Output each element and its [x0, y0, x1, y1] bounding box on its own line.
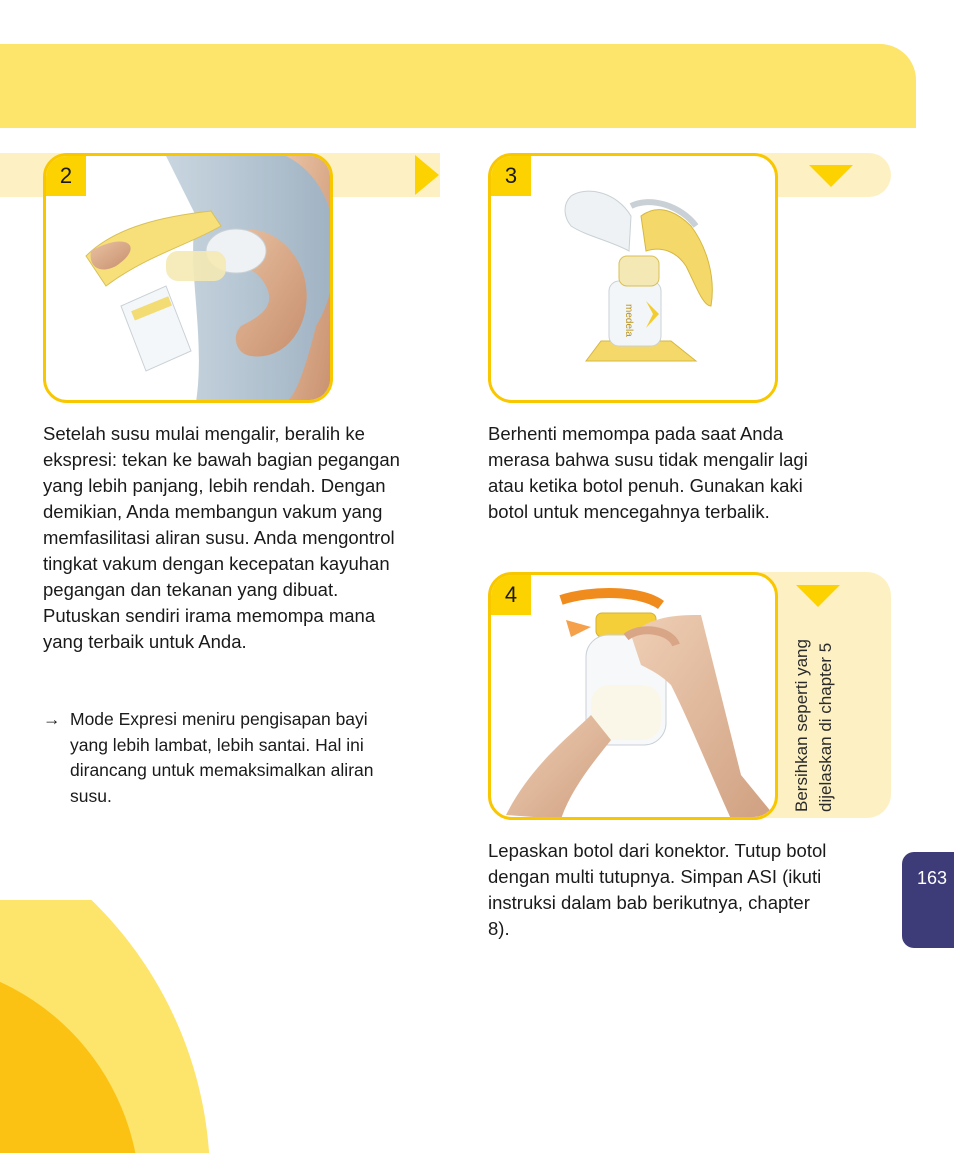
page-number: 163	[916, 868, 948, 888]
arrow-bullet-icon: →	[43, 709, 61, 729]
decorative-circles	[0, 900, 220, 1153]
step-number-badge: 2	[46, 156, 86, 196]
rotate-arrow-icon	[561, 593, 661, 605]
arrow-down-icon	[809, 165, 853, 187]
page-number-tab	[902, 852, 954, 948]
step-4-card	[488, 572, 778, 820]
step-2-card	[43, 153, 333, 403]
step-3-card	[488, 153, 778, 403]
step-number-badge: 4	[491, 575, 531, 615]
bottle-cap-illustration	[491, 575, 777, 819]
step-number-badge: 3	[491, 156, 531, 196]
step-3-text: Berhenti memompa pada saat Anda merasa bahwa susu tidak mengalir lagi atau ketika botol penuh. Gunakan kaki botol untuk mencegahnya terbalik.	[488, 423, 808, 522]
step-2-text: Setelah susu mulai mengalir, beralih ke ekspresi: tekan ke bawah bagian pegangan yang lebih panjang, lebih rendah. Dengan demikian, Anda membangun vakum yang memfasilitasi aliran susu. Anda mengontrol tingkat vakum dengan kecepatan kayuhan pegangan dan tekanan yang dibuat. Putuskan sendiri irama memompa mana yang terbaik untuk Anda.	[43, 423, 400, 652]
breast-pump-standing-illustration	[491, 156, 777, 402]
step-2-note-text: Mode Expresi meniru pengisapan bayi yang lebih lambat, lebih santai. Hal ini dirancang untuk memaksimalkan aliran susu.	[70, 709, 374, 806]
arrow-right-icon	[415, 155, 439, 195]
step-4-text: Lepaskan botol dari konektor. Tutup botol dengan multi tutupnya. Simpan ASI (ikuti instruksi dalam bab berikutnya, chapter 8).	[488, 840, 827, 939]
side-note-text: Bersihkan seperti yang dijelaskan di chapter 5	[792, 639, 835, 812]
breast-pump-in-use-illustration	[46, 156, 332, 402]
bottle-brand-label: medela	[623, 304, 634, 337]
step-2-note	[43, 707, 383, 809]
header-band	[0, 44, 916, 128]
